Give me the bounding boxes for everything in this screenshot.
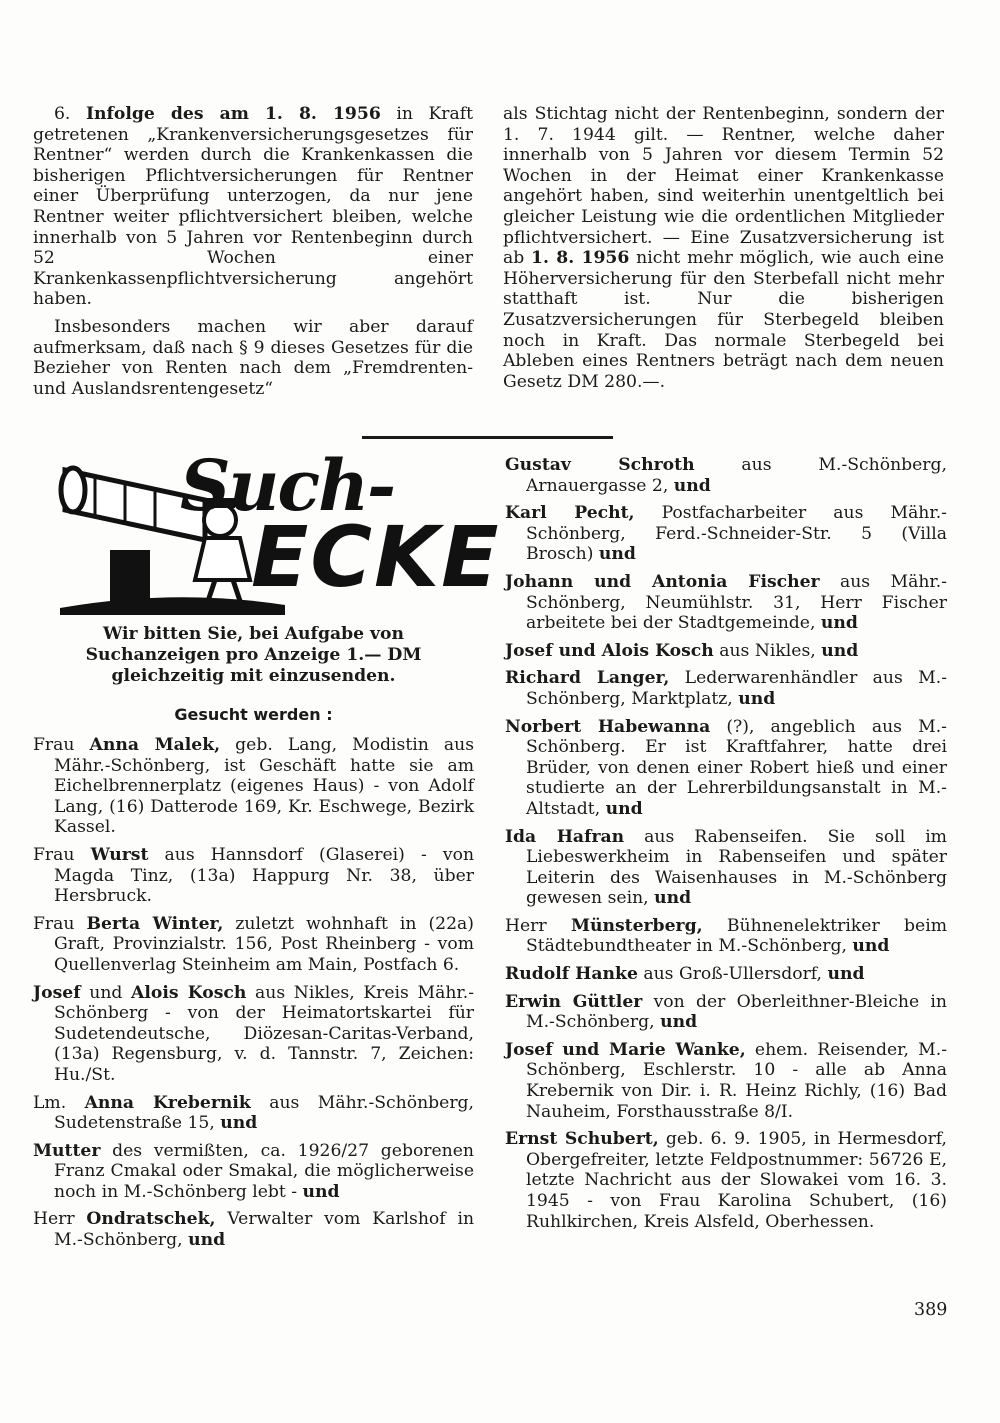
entry-text: (?), angeblich aus M.-Schönberg. Er ist Kraftfahrer, hatte drei Brüder, von denen einer Robert hieß und einer studierte an der Lehrerbildungsanstalt in M.-Altstadt, [526, 716, 947, 819]
entry-name: Mutter [33, 1140, 101, 1161]
search-entry [505, 1040, 947, 1122]
entry-tail: und [605, 798, 643, 819]
search-entry [33, 1141, 474, 1203]
search-entry [33, 914, 474, 976]
entry-tail: und [654, 888, 692, 909]
search-entry [33, 983, 474, 1086]
entry-text: aus Hannsdorf (Glaserei) - von Magda Tinz, (13a) Happurg Nr. 38, über Hersbruck. [54, 844, 475, 907]
entry-pre: Frau [33, 735, 75, 755]
entry-text: aus Rabenseifen. Sie soll im Liebeswerkheim in Rabenseifen und später Leiterin des Waisenhauses in M.-Schönberg gewesen sein, [526, 826, 947, 909]
entry-pre: Frau [33, 913, 75, 934]
search-entry [505, 572, 947, 634]
entry-tail: und [673, 475, 711, 496]
search-entry [505, 668, 947, 709]
entry-name: Erwin Güttler [505, 991, 643, 1012]
entry-name: Norbert Habewanna [505, 716, 711, 737]
entry-text: von der Oberleithner-Bleiche in M.-Schönberg, [526, 991, 947, 1033]
entry-pre: Lm. [33, 1092, 67, 1113]
article-paragraph-1: 6. Infolge des am 1. 8. 1956 in Kraft getretenen „Krankenversicherungsgesetzes für Rentner“ werden durch die Krankenkassen die bisherigen Pflichtversicherungen für Rentner einer Überprüfung unterzogen, da nur jene Rentner weiter pflichtversichert bleiben, welche innerhalb von 5 Jahren vor Rentenbeginn durch 52 Wochen einer Krankenkassenpflichtversicherung angehört haben. [33, 104, 474, 310]
entry-tail: und [827, 964, 865, 985]
entry-pre: Herr [505, 915, 547, 936]
search-entry [505, 503, 947, 565]
entry-tail: und [820, 613, 858, 634]
entry-tail: und [852, 936, 890, 957]
article-paragraph-2: Insbesonders machen wir aber darauf aufmerksam, daß nach § 9 dieses Gesetzes für die Bezieher von Renten nach dem „Fremdrenten- und Auslandsrentengesetz“ [33, 316, 473, 399]
search-entry [505, 916, 947, 957]
search-list-right [505, 455, 947, 1239]
entry-name: Wurst [90, 844, 149, 865]
search-entry [505, 992, 947, 1033]
search-entry [33, 735, 474, 838]
entry-pre: Herr [33, 1209, 75, 1230]
entry-text: aus Mähr.-Schönberg, Sudetenstraße 15, [54, 1092, 474, 1134]
search-entry [505, 717, 947, 820]
article-column-right [503, 104, 944, 399]
entry-name: Josef [33, 982, 81, 1003]
entry-tail: und [220, 1113, 258, 1134]
entry-text: aus M.-Schönberg, Arnauergasse 2, [526, 455, 947, 496]
search-entry [505, 1129, 947, 1232]
entry-tail: und [598, 544, 636, 565]
entry-name: Johann und Antonia Fischer [505, 571, 820, 592]
entry-tail: und [188, 1230, 226, 1251]
entry-text: des vermißten, ca. 1926/27 geborenen Franz Cmakal oder Smakal, die möglicherweise noch in M.-Schönberg lebt - [54, 1140, 474, 1202]
section-divider [362, 436, 613, 439]
entry-name: Münsterberg, [570, 915, 703, 936]
entry-text: Postfacharbeiter aus Mähr.-Schönberg, Ferd.-Schneider-Str. 5 (Villa Brosch) [526, 503, 947, 565]
page-number: 389 [914, 1300, 948, 1320]
entry-text: aus Nikles, Kreis Mähr.-Schönberg - von der Heimatortskartei für Sudetendeutsche, Diözesan-Caritas-Verband, (13a) Regensburg, v. d. Tannstr. 7, Zeichen: Hu./St. [54, 982, 475, 1085]
article-paragraph-3: als Stichtag nicht der Rentenbeginn, sondern der 1. 7. 1944 gilt. — Rentner, welche daher innerhalb von 5 Jahren vor diesem Termin 52 Wochen in der Heimat einer Krankenkasse angehört haben, sind weiterhin unentgeltlich bei gleicher Leistung wie die ordentlichen Mitglieder pflichtversichert. — Eine Zusatzversicherung ist ab 1. 8. 1956 nicht mehr möglich, wie auch eine Höherversicherung für den Sterbefall nicht mehr statthaft ist. Nur die bisherigen Zusatzversicherungen für Sterbegeld bleiben noch in Kraft. Das normale Sterbegeld bei Ableben eines Rentners beträgt nach dem neuen Gesetz DM 280.—. [503, 104, 945, 392]
entry-name: Ida Hafran [505, 826, 625, 847]
wanted-heading: Gesucht werden : [174, 705, 333, 724]
search-entry [33, 845, 474, 907]
search-entry [505, 641, 947, 662]
submission-notice: Wir bitten Sie, bei Aufgabe von Suchanzeigen pro Anzeige 1.— DM gleichzeitig mit einzusenden. [85, 624, 422, 686]
entry-name: Anna Krebernik [84, 1092, 251, 1113]
entry-name: Josef und Marie Wanke, [505, 1039, 746, 1060]
search-entry [505, 964, 947, 985]
entry-tail: und [821, 640, 859, 661]
entry-name: Josef und Alois Kosch [505, 640, 714, 661]
entry-mid: und [89, 982, 123, 1003]
entry-tail: und [738, 688, 776, 709]
search-entry [33, 1093, 474, 1134]
entry-text: Bühnenelektriker beim Städtebundtheater in M.-Schönberg, [526, 915, 947, 957]
entry-text: aus Nikles, [719, 640, 816, 661]
entry-name: Ernst Schubert, [505, 1129, 659, 1150]
entry-name: Richard Langer, [505, 668, 670, 689]
search-entry [505, 455, 947, 496]
entry-text: ehem. Reisender, M.-Schönberg, Eschlerstr. 10 - alle ab Anna Krebernik von Dir. i. R. Heinz Richly, (16) Bad Nauheim, Forsthausstraße 8/I. [526, 1039, 947, 1122]
banner-script-text: Such- [180, 444, 395, 527]
entry-tail: und [302, 1181, 340, 1202]
entry-name: Anna Malek, [89, 735, 221, 755]
entry-text: aus Mähr.-Schönberg, Neumühlstr. 31, Herr Fischer arbeitete bei der Stadtgemeinde, [526, 571, 947, 634]
search-entry [33, 1209, 474, 1250]
entry-text: Verwalter vom Karlshof in M.-Schönberg, [54, 1209, 475, 1251]
entry-name: Berta Winter, [86, 913, 224, 934]
article-column-left [33, 104, 473, 406]
entry-name: Ondratschek, [86, 1209, 216, 1230]
banner-block-text: ECKE [251, 508, 501, 606]
entry-text: zuletzt wohnhaft in (22a) Graft, Provinzialstr. 156, Post Rheinberg - vom Quellenverlag Steinheim am Main, Postfach 6. [54, 913, 475, 975]
search-list-left [33, 735, 474, 1258]
entry-pre: Frau [33, 844, 75, 865]
entry-name: Gustav Schroth [505, 455, 695, 475]
such-ecke-banner [55, 444, 501, 620]
entry-name: Karl Pecht, [505, 503, 635, 524]
entry-text: geb. 6. 9. 1905, in Hermesdorf, Obergefreiter, letzte Feldpostnummer: 56726 E, letzte Nachricht aus der Slowakei vom 16. 3. 1945 - von Frau Karolina Schubert, (16) Ruhlkirchen, Kreis Alsfeld, Oberhessen. [526, 1129, 947, 1232]
entry-text: aus Groß-Ullersdorf, [643, 964, 823, 985]
entry-text: geb. Lang, Modistin aus Mähr.-Schönberg, ist Geschäft hatte sie am Eichelbrennerplatz (eigenes Haus) - von Adolf Lang, (16) Datterode 169, Kr. Eschwege, Bezirk Kassel. [54, 735, 475, 838]
entry-name2: Alois Kosch [131, 982, 247, 1003]
entry-text: Lederwarenhändler aus M.-Schönberg, Marktplatz, [526, 668, 947, 709]
search-entry [505, 827, 947, 909]
entry-name: Rudolf Hanke [505, 964, 638, 985]
entry-tail: und [660, 1012, 698, 1033]
